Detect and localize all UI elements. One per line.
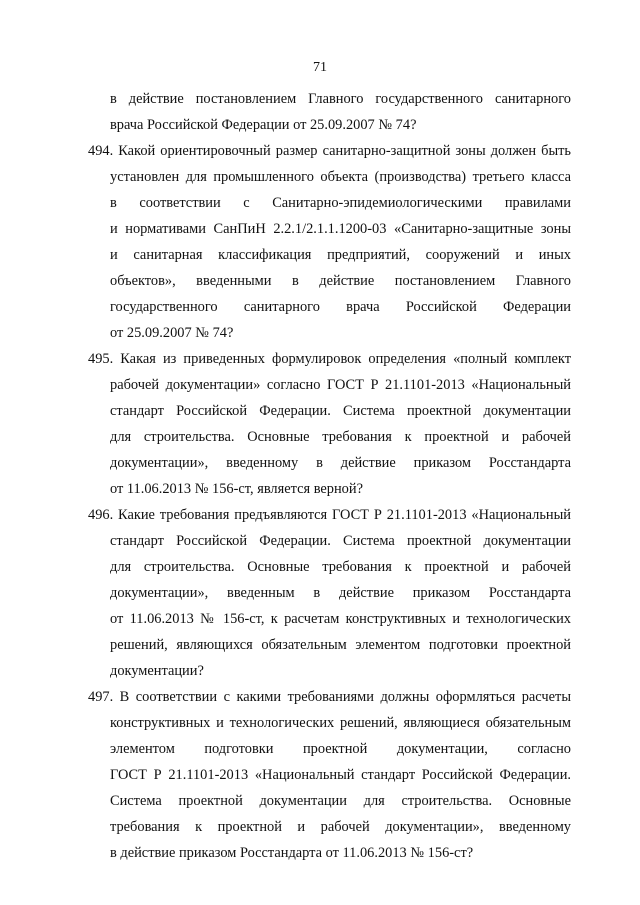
text-line: в соответствии с Санитарно-эпидемиологическими правилами: [110, 195, 571, 211]
text-line: требования к проектной и рабочей документации», введенному: [110, 819, 571, 835]
text-line: Система проектной документации для строительства. Основные: [110, 793, 571, 809]
text-line: документации», введенным в действие приказом Росстандарта: [110, 585, 571, 601]
text-line: документации?: [110, 663, 204, 679]
page-number: 71: [313, 60, 327, 75]
text-line: от 11.06.2013 № 156-ст, является верной?: [110, 481, 363, 497]
text-line: 495. Какая из приведенных формулировок определения «полный комплект: [88, 351, 571, 367]
text-line: стандарт Российской Федерации. Система проектной документации: [110, 403, 571, 419]
text-line: элементом подготовки проектной документации, согласно: [110, 741, 571, 757]
text-line: ГОСТ Р 21.1101-2013 «Национальный стандарт Российской Федерации.: [110, 767, 571, 783]
text-line: документации», введенному в действие приказом Росстандарта: [110, 455, 571, 471]
text-line: и санитарная классификация предприятий, сооружений и иных: [110, 247, 571, 263]
text-line: объектов», введенными в действие постановлением Главного: [110, 273, 571, 289]
text-line: от 25.09.2007 № 74?: [110, 325, 234, 341]
text-line: в действие приказом Росстандарта от 11.06.2013 № 156-ст?: [110, 845, 474, 861]
text-line: для строительства. Основные требования к проектной и рабочей: [110, 429, 571, 445]
text-line: установлен для промышленного объекта (производства) третьего класса: [110, 169, 571, 185]
question-496: [88, 502, 571, 684]
text-line: и нормативами СанПиН 2.2.1/2.1.1.1200-03 «Санитарно-защитные зоны: [110, 221, 571, 237]
text-line: от 11.06.2013 № 156-ст, к расчетам конструктивных и технологических: [110, 611, 571, 627]
text-line: решений, являющихся обязательным элементом подготовки проектной: [110, 637, 571, 653]
text-line: стандарт Российской Федерации. Система проектной документации: [110, 533, 571, 549]
question-494: [88, 138, 571, 346]
text-line: врача Российской Федерации от 25.09.2007 № 74?: [110, 117, 417, 133]
text-line: конструктивных и технологических решений, являющиеся обязательным: [110, 715, 571, 731]
question-list: [88, 86, 571, 866]
question-495: [88, 346, 571, 502]
text-line: 494. Какой ориентировочный размер санитарно-защитной зоны должен быть: [88, 143, 571, 159]
continuation-text: [88, 86, 571, 138]
text-line: 496. Какие требования предъявляются ГОСТ Р 21.1101-2013 «Национальный: [88, 507, 571, 523]
text-line: 497. В соответствии с какими требованиями должны оформляться расчеты: [88, 689, 571, 705]
text-line: для строительства. Основные требования к проектной и рабочей: [110, 559, 571, 575]
text-line: рабочей документации» согласно ГОСТ Р 21.1101-2013 «Национальный: [110, 377, 571, 393]
question-497: [88, 684, 571, 866]
text-line: в действие постановлением Главного государственного санитарного: [110, 91, 571, 107]
text-line: государственного санитарного врача Российской Федерации: [110, 299, 571, 315]
